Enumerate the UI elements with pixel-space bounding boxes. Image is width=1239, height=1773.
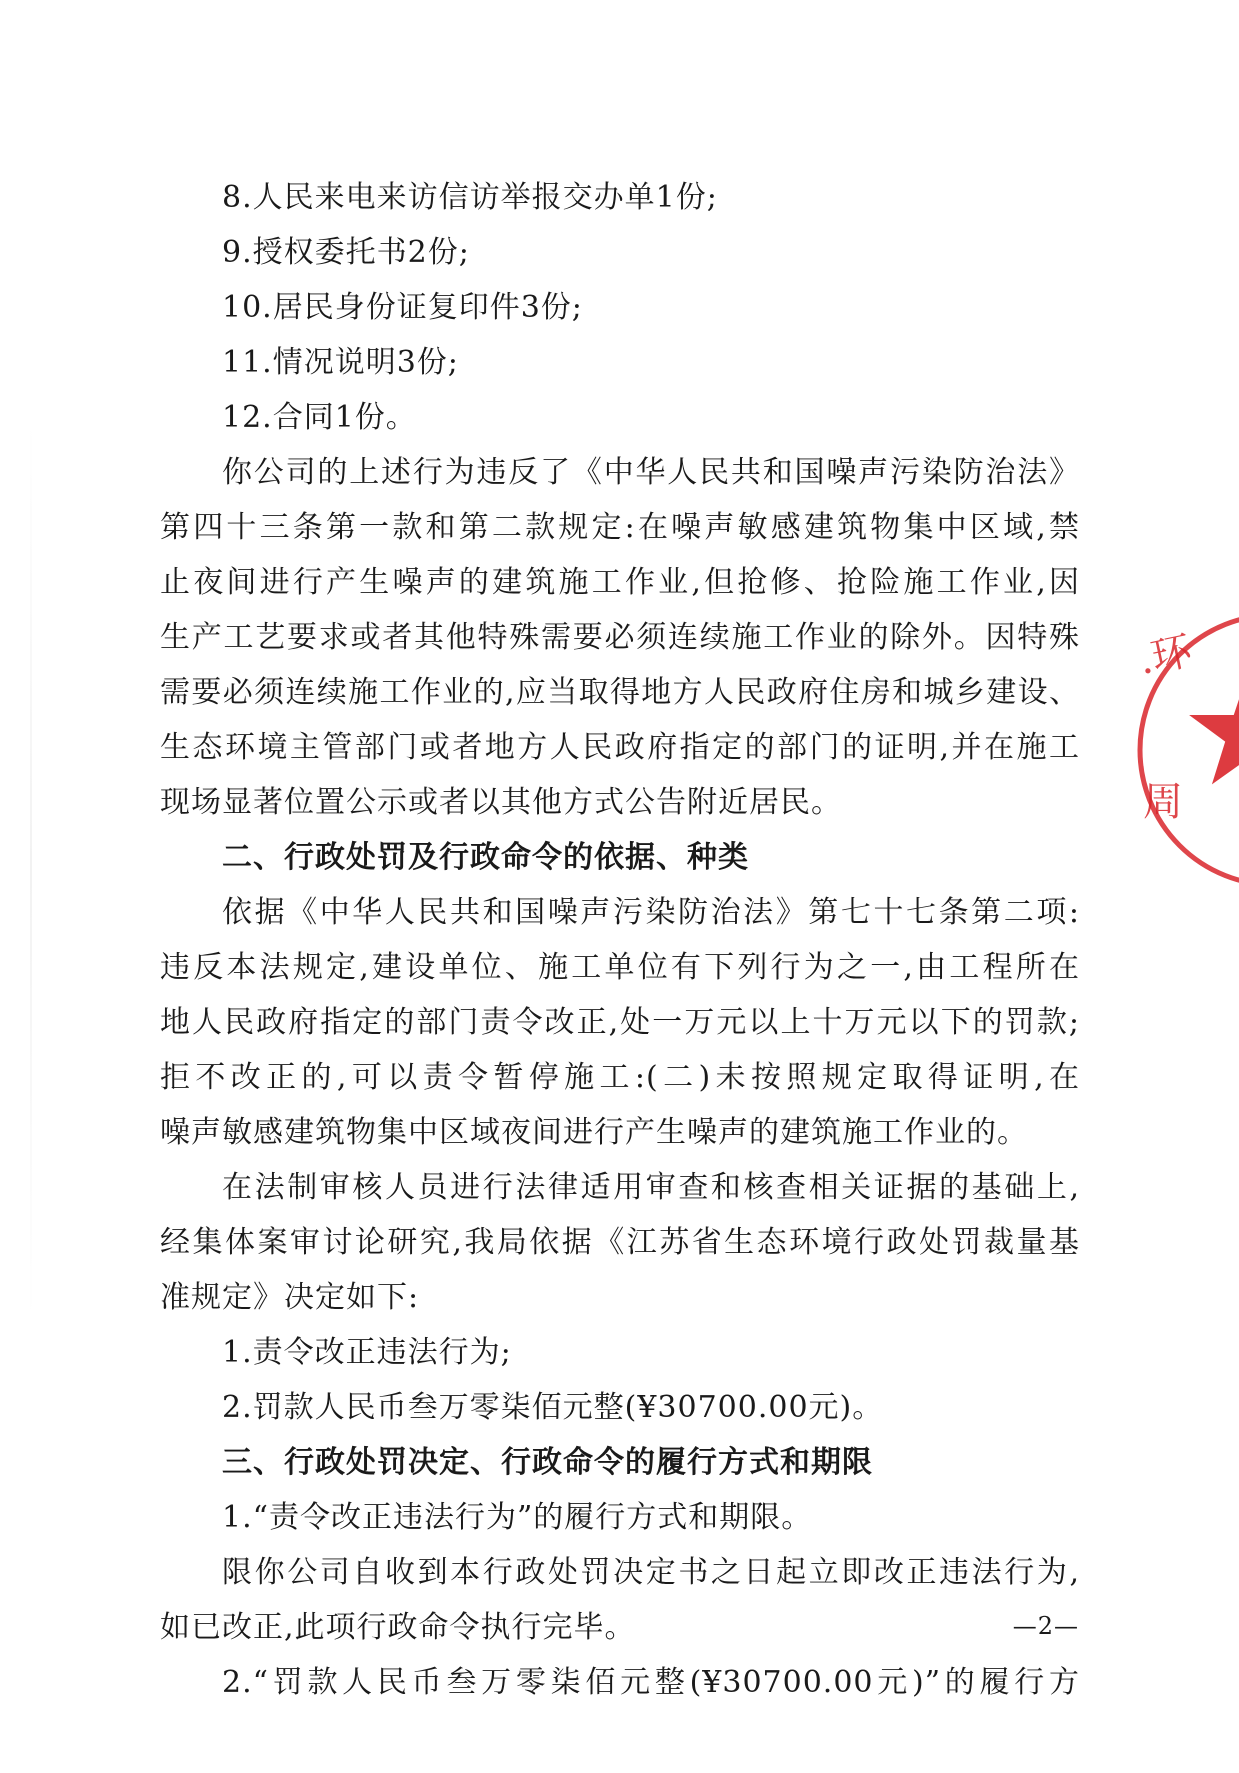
paragraph-line: 在法制审核人员进行法律适用审查和核查相关证据的基础上, <box>222 1170 1080 1205</box>
seal-star-icon <box>1189 672 1239 784</box>
official-seal-icon <box>1125 600 1239 900</box>
seal-text-fragment-lower: 周 <box>1143 779 1183 825</box>
paragraph-line: 准规定》决定如下: <box>160 1280 420 1315</box>
paragraph-line: 第四十三条第一款和第二款规定:在噪声敏感建筑物集中区域,禁 <box>160 510 1080 545</box>
paragraph-line: 噪声敏感建筑物集中区域夜间进行产生噪声的建筑施工作业的。 <box>160 1115 1028 1150</box>
subsection-heading-1: 1.“责令改正违法行为”的履行方式和期限。 <box>222 1500 813 1535</box>
paragraph-line: 止夜间进行产生噪声的建筑施工作业,但抢修、抢险施工作业,因 <box>160 565 1080 600</box>
decision-item-1: 1.责令改正违法行为; <box>222 1335 512 1370</box>
attachment-item-10: 10.居民身份证复印件3份; <box>222 290 583 325</box>
attachment-item-11: 11.情况说明3份; <box>222 345 459 380</box>
subsection-heading-2: 2.“罚款人民币叁万零柒佰元整(¥30700.00元)”的履行方 <box>222 1665 1080 1700</box>
paragraph-line: 现场显著位置公示或者以其他方式公告附近居民。 <box>160 785 842 820</box>
attachment-item-12: 12.合同1份。 <box>222 400 417 435</box>
decision-item-2: 2.罚款人民币叁万零柒佰元整(¥30700.00元)。 <box>222 1390 884 1425</box>
paragraph-line: 经集体案审讨论研究,我局依据《江苏省生态环境行政处罚裁量基 <box>160 1225 1080 1260</box>
seal-text-fragment: .环 <box>1134 627 1196 684</box>
paragraph-line: 依据《中华人民共和国噪声污染防治法》第七十七条第二项: <box>222 895 1080 930</box>
paragraph-line: 违反本法规定,建设单位、施工单位有下列行为之一,由工程所在 <box>160 950 1080 985</box>
section-heading-2: 二、行政处罚及行政命令的依据、种类 <box>222 840 749 875</box>
paragraph-line: 你公司的上述行为违反了《中华人民共和国噪声污染防治法》 <box>222 455 1080 490</box>
paragraph-line: 生态环境主管部门或者地方人民政府指定的部门的证明,并在施工 <box>160 730 1080 765</box>
page-number: —2— <box>1012 1612 1079 1640</box>
paragraph-line: 如已改正,此项行政命令执行完毕。 <box>160 1610 636 1645</box>
binding-margin-shadow <box>30 420 32 1320</box>
paragraph-line: 生产工艺要求或者其他特殊需要必须连续施工作业的除外。因特殊 <box>160 620 1080 655</box>
section-heading-3: 三、行政处罚决定、行政命令的履行方式和期限 <box>222 1445 873 1480</box>
paragraph-line: 拒不改正的,可以责令暂停施工:(二)未按照规定取得证明,在 <box>160 1060 1080 1095</box>
paragraph-line: 地人民政府指定的部门责令改正,处一万元以上十万元以下的罚款; <box>160 1005 1080 1040</box>
document-body <box>160 170 1080 1710</box>
attachment-item-9: 9.授权委托书2份; <box>222 235 470 270</box>
paragraph-line: 需要必须连续施工作业的,应当取得地方人民政府住房和城乡建设、 <box>160 675 1080 710</box>
attachment-item-8: 8.人民来电来访信访举报交办单1份; <box>222 180 718 215</box>
paragraph-line: 限你公司自收到本行政处罚决定书之日起立即改正违法行为, <box>222 1555 1080 1590</box>
